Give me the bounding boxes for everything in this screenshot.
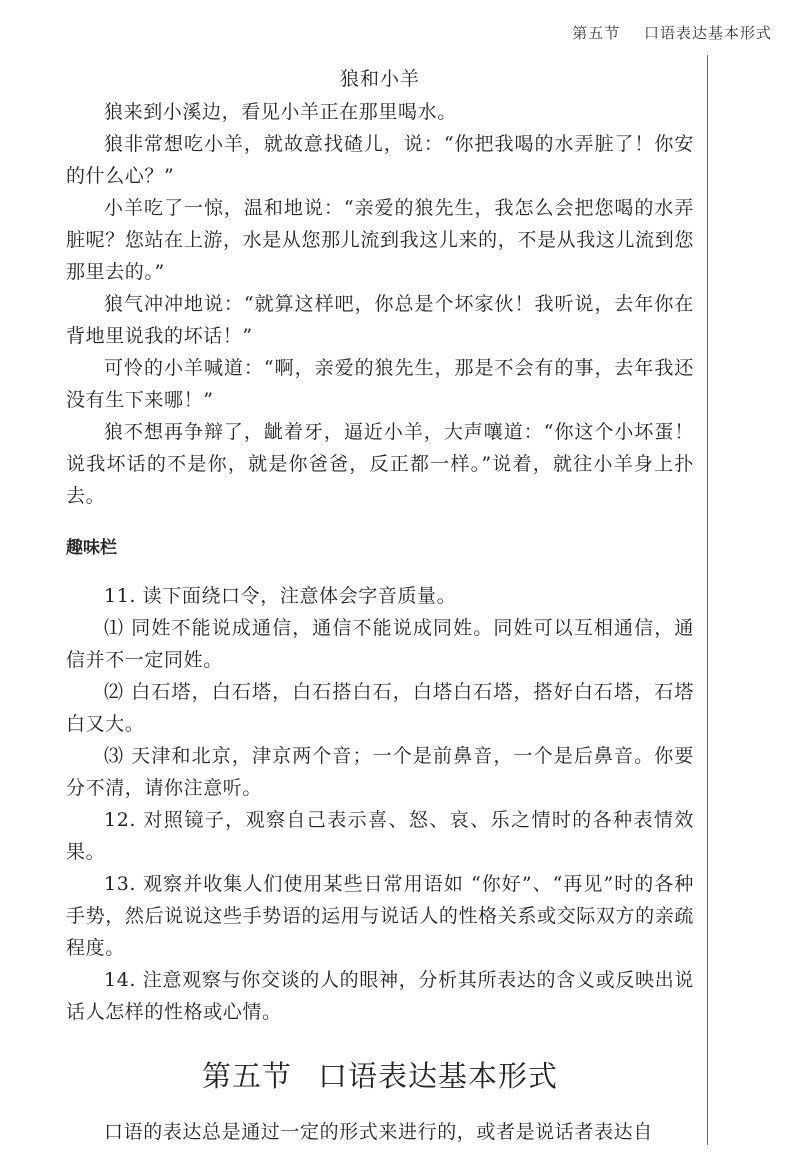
story-paragraph: 狼非常想吃小羊，就故意找碴儿，说：“你把我喝的水弄脏了！你安的什么心？” — [66, 133, 694, 187]
section-number: 第五节 — [201, 1059, 292, 1093]
story — [66, 64, 694, 512]
story-paragraph: 狼来到小溪边，看见小羊正在那里喝水。 — [104, 101, 457, 123]
exercise-item: ⑶ 天津和北京，津京两个音；一个是前鼻音，一个是后鼻音。你要分不清，请你注意听。 — [66, 745, 694, 799]
exercise-item: 13. 观察并收集人们使用某些日常用语如 “你好”、“再见”时的各种手势，然后说说这些手势语的运用与说话人的性格关系或交际双方的亲疏程度。 — [66, 873, 694, 959]
exercise-item: 12. 对照镜子，观察自己表示喜、怒、哀、乐之情时的各种表情效果。 — [66, 809, 694, 863]
running-header-title: 口语表达基本形式 — [643, 24, 772, 42]
story-paragraph: 狼不想再争辩了，龇着牙，逼近小羊，大声嚷道：“你这个小坏蛋！说我坏话的不是你，就是你爸爸，反正都一样。”说着，就往小羊身上扑去。 — [66, 421, 694, 507]
section-title: 口语表达基本形式 — [318, 1059, 559, 1093]
section-heading — [66, 1056, 694, 1096]
section-intro: 口语的表达总是通过一定的形式来进行的，或者是说话者表达自 — [104, 1121, 653, 1143]
margin-rule — [707, 55, 708, 1145]
exercise-item: 11. 读下面绕口令，注意体会字音质量。 — [104, 585, 457, 607]
exercise-list — [66, 580, 694, 1028]
sidebar-title: 趣味栏 — [66, 538, 117, 558]
exercise-item: ⑵ 白石塔，白石塔，白石搭白石，白塔白石塔，搭好白石塔，石塔白又大。 — [66, 681, 694, 735]
story-paragraph: 可怜的小羊喊道：“啊，亲爱的狼先生，那是不会有的事，去年我还没有生下来哪！” — [66, 357, 694, 411]
story-paragraph: 小羊吃了一惊，温和地说：“亲爱的狼先生，我怎么会把您喝的水弄脏呢？您站在上游，水是从您那儿流到我这儿来的，不是从我这儿流到您那里去的。” — [66, 197, 694, 283]
page-body — [66, 64, 694, 1148]
running-header — [572, 22, 772, 43]
story-paragraph: 狼气冲冲地说：“就算这样吧，你总是个坏家伙！我听说，去年你在背地里说我的坏话！” — [66, 293, 694, 347]
exercise-item: 14. 注意观察与你交谈的人的眼神，分析其所表达的含义或反映出说话人怎样的性格或心情。 — [66, 969, 694, 1023]
exercise-item: ⑴ 同姓不能说成通信，通信不能说成同姓。同姓可以互相通信，通信并不一定同姓。 — [66, 617, 694, 671]
story-title: 狼和小羊 — [339, 68, 420, 90]
running-header-section: 第五节 — [572, 24, 621, 42]
